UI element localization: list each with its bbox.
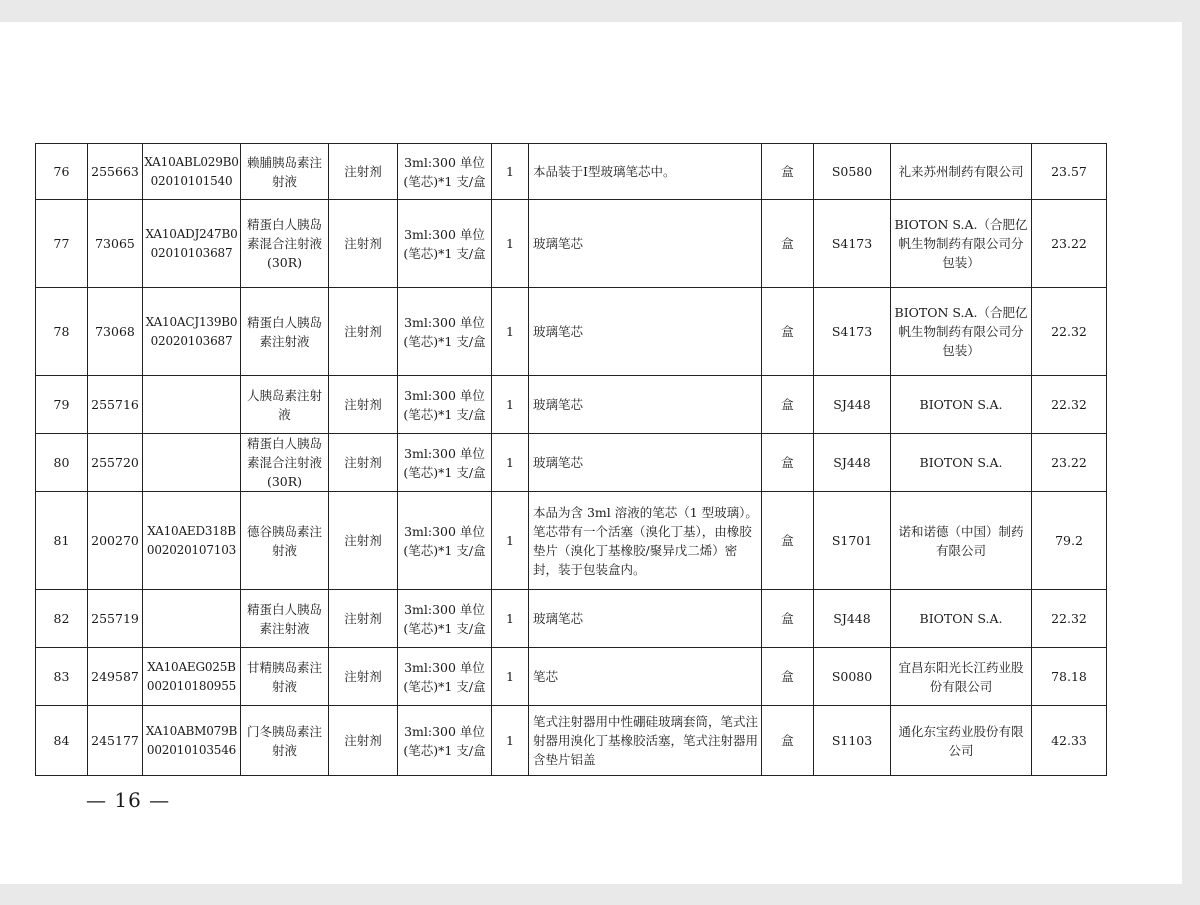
cell-form: 注射剂 (329, 590, 398, 648)
cell-id: 200270 (88, 492, 143, 590)
cell-name: 精蛋白人胰岛素注射液 (241, 288, 329, 376)
cell-no: 83 (36, 648, 88, 706)
cell-pack: 本品装于Ⅰ型玻璃笔芯中。 (529, 144, 762, 200)
cell-spec: 3ml:300 单位(笔芯)*1 支/盒 (398, 200, 492, 288)
page-number: — 16 — (86, 788, 171, 812)
cell-cat: SJ448 (814, 376, 891, 434)
cell-spec: 3ml:300 单位(笔芯)*1 支/盒 (398, 376, 492, 434)
cell-price: 23.22 (1032, 200, 1107, 288)
cell-no: 80 (36, 434, 88, 492)
cell-spec: 3ml:300 单位(笔芯)*1 支/盒 (398, 590, 492, 648)
cell-form: 注射剂 (329, 288, 398, 376)
cell-factor: 1 (492, 590, 529, 648)
cell-company: BIOTON S.A. (891, 590, 1032, 648)
cell-cat: S1103 (814, 706, 891, 776)
cell-form: 注射剂 (329, 706, 398, 776)
cell-code: XA10ABL029B002010101540 (143, 144, 241, 200)
cell-code: XA10AEG025B002010180955 (143, 648, 241, 706)
cell-id: 255720 (88, 434, 143, 492)
table-row (36, 492, 1107, 590)
cell-pack: 玻璃笔芯 (529, 200, 762, 288)
document-page (0, 22, 1182, 884)
cell-unit: 盒 (762, 144, 814, 200)
cell-unit: 盒 (762, 590, 814, 648)
cell-no: 82 (36, 590, 88, 648)
cell-code: XA10ABM079B002010103546 (143, 706, 241, 776)
cell-factor: 1 (492, 492, 529, 590)
cell-name: 人胰岛素注射液 (241, 376, 329, 434)
cell-form: 注射剂 (329, 144, 398, 200)
cell-id: 255663 (88, 144, 143, 200)
cell-price: 22.32 (1032, 590, 1107, 648)
cell-form: 注射剂 (329, 492, 398, 590)
cell-price: 23.22 (1032, 434, 1107, 492)
cell-cat: S4173 (814, 200, 891, 288)
cell-factor: 1 (492, 376, 529, 434)
cell-pack: 玻璃笔芯 (529, 590, 762, 648)
cell-code: XA10AED318B002020107103 (143, 492, 241, 590)
cell-name: 德谷胰岛素注射液 (241, 492, 329, 590)
cell-company: 诺和诺德（中国）制药有限公司 (891, 492, 1032, 590)
cell-unit: 盒 (762, 376, 814, 434)
cell-unit: 盒 (762, 200, 814, 288)
cell-factor: 1 (492, 434, 529, 492)
cell-unit: 盒 (762, 706, 814, 776)
cell-cat: S0580 (814, 144, 891, 200)
cell-spec: 3ml:300 单位(笔芯)*1 支/盒 (398, 434, 492, 492)
table-row (36, 376, 1107, 434)
cell-company: 礼来苏州制药有限公司 (891, 144, 1032, 200)
cell-spec: 3ml:300 单位(笔芯)*1 支/盒 (398, 288, 492, 376)
cell-factor: 1 (492, 706, 529, 776)
cell-no: 79 (36, 376, 88, 434)
cell-factor: 1 (492, 288, 529, 376)
drug-price-table (35, 143, 1107, 776)
cell-price: 23.57 (1032, 144, 1107, 200)
cell-no: 76 (36, 144, 88, 200)
cell-unit: 盒 (762, 492, 814, 590)
table-row (36, 648, 1107, 706)
cell-unit: 盒 (762, 648, 814, 706)
cell-name: 甘精胰岛素注射液 (241, 648, 329, 706)
cell-cat: SJ448 (814, 434, 891, 492)
cell-form: 注射剂 (329, 376, 398, 434)
cell-company: BIOTON S.A.（合肥亿帆生物制药有限公司分包装） (891, 200, 1032, 288)
cell-id: 255716 (88, 376, 143, 434)
cell-company: BIOTON S.A.（合肥亿帆生物制药有限公司分包装） (891, 288, 1032, 376)
cell-id: 73065 (88, 200, 143, 288)
table-row (36, 200, 1107, 288)
cell-pack: 本品为含 3ml 溶液的笔芯（1 型玻璃）。笔芯带有一个活塞（溴化丁基），由橡胶垫片（溴化丁基橡胶/聚异戊二烯）密封，装于包装盒内。 (529, 492, 762, 590)
cell-code: XA10ACJ139B002020103687 (143, 288, 241, 376)
cell-id: 255719 (88, 590, 143, 648)
table-row (36, 144, 1107, 200)
table-row (36, 288, 1107, 376)
cell-factor: 1 (492, 648, 529, 706)
cell-name: 精蛋白人胰岛素混合注射液(30R) (241, 434, 329, 492)
cell-pack: 玻璃笔芯 (529, 376, 762, 434)
cell-company: BIOTON S.A. (891, 434, 1032, 492)
cell-pack: 笔式注射器用中性硼硅玻璃套筒，笔式注射器用溴化丁基橡胶活塞，笔式注射器用含垫片铝盖 (529, 706, 762, 776)
cell-code: XA10ADJ247B002010103687 (143, 200, 241, 288)
table-row (36, 434, 1107, 492)
table-body (36, 144, 1107, 776)
cell-company: 宜昌东阳光长江药业股份有限公司 (891, 648, 1032, 706)
cell-id: 73068 (88, 288, 143, 376)
cell-price: 79.2 (1032, 492, 1107, 590)
cell-company: 通化东宝药业股份有限公司 (891, 706, 1032, 776)
cell-unit: 盒 (762, 434, 814, 492)
cell-code (143, 434, 241, 492)
cell-no: 81 (36, 492, 88, 590)
cell-id: 249587 (88, 648, 143, 706)
cell-price: 22.32 (1032, 376, 1107, 434)
cell-form: 注射剂 (329, 648, 398, 706)
cell-name: 精蛋白人胰岛素注射液 (241, 590, 329, 648)
cell-factor: 1 (492, 144, 529, 200)
cell-unit: 盒 (762, 288, 814, 376)
cell-spec: 3ml:300 单位(笔芯)*1 支/盒 (398, 706, 492, 776)
cell-id: 245177 (88, 706, 143, 776)
cell-factor: 1 (492, 200, 529, 288)
cell-no: 78 (36, 288, 88, 376)
cell-cat: S4173 (814, 288, 891, 376)
cell-pack: 玻璃笔芯 (529, 434, 762, 492)
cell-no: 84 (36, 706, 88, 776)
cell-name: 精蛋白人胰岛素混合注射液(30R) (241, 200, 329, 288)
cell-pack: 玻璃笔芯 (529, 288, 762, 376)
table-row (36, 706, 1107, 776)
cell-spec: 3ml:300 单位(笔芯)*1 支/盒 (398, 144, 492, 200)
cell-no: 77 (36, 200, 88, 288)
cell-spec: 3ml:300 单位(笔芯)*1 支/盒 (398, 648, 492, 706)
cell-code (143, 590, 241, 648)
cell-form: 注射剂 (329, 200, 398, 288)
cell-form: 注射剂 (329, 434, 398, 492)
cell-cat: S1701 (814, 492, 891, 590)
cell-name: 门冬胰岛素注射液 (241, 706, 329, 776)
cell-cat: S0080 (814, 648, 891, 706)
cell-company: BIOTON S.A. (891, 376, 1032, 434)
cell-pack: 笔芯 (529, 648, 762, 706)
cell-name: 赖脯胰岛素注射液 (241, 144, 329, 200)
cell-cat: SJ448 (814, 590, 891, 648)
cell-spec: 3ml:300 单位(笔芯)*1 支/盒 (398, 492, 492, 590)
cell-price: 42.33 (1032, 706, 1107, 776)
cell-price: 78.18 (1032, 648, 1107, 706)
cell-price: 22.32 (1032, 288, 1107, 376)
cell-code (143, 376, 241, 434)
table-row (36, 590, 1107, 648)
